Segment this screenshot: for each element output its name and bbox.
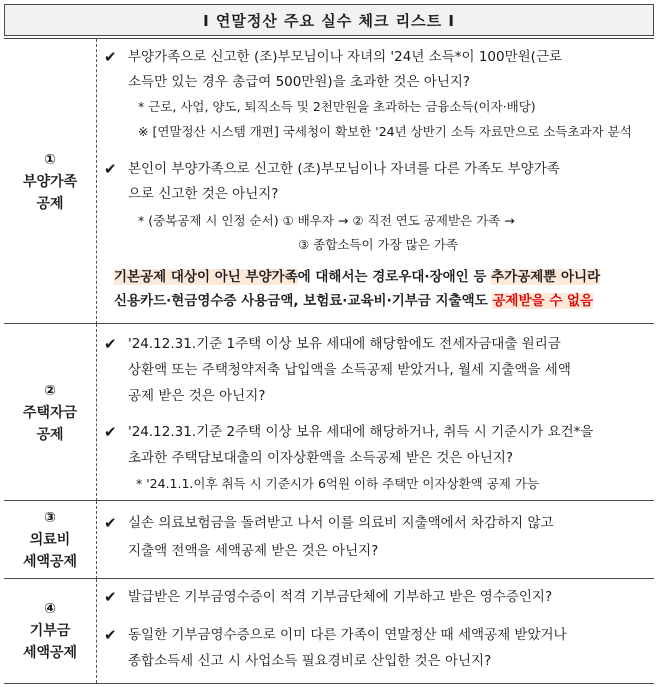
notice-emphasis: 추가공제뿐 아니라 [491,269,601,285]
section-dependent-deduction [4,38,654,324]
section-label [4,39,97,324]
notice-emphasis: 이 아닌 부양가족 [196,269,298,285]
section-label-line2: 공제 [36,195,64,212]
section-number: ③ [44,510,56,526]
checkmark-icon: ✔ [104,514,117,532]
document-title: Ⅰ 연말정산 주요 실수 체크 리스트 Ⅰ [4,4,654,36]
footnote: * '24.1.1.이후 취득 시 기준시가 6억원 이하 주택만 이자상환액 공제 가능 [136,476,539,491]
checkmark-icon: ✔ [104,626,117,644]
footnote: ③ 종합소득이 가장 많은 가족 [298,237,458,252]
check-item-text: 초과한 주택담보대출의 이자상환액을 소득공제 받은 것은 아닌지? [128,450,514,466]
check-item-text: 부양가족으로 신고한 (조)부모님이나 자녀의 '24년 소득*이 100만원(근로 [128,49,563,65]
check-item-text: 으로 신고한 것은 아닌지? [128,186,279,202]
check-item-text: 본인이 부양가족으로 신고한 (조)부모님이나 자녀를 다른 가족도 부양가족 [128,161,560,177]
section-label-line1: 부양가족 [22,173,78,190]
notice-text: 신용카드·현금영수증 사용금액, 보험료·교육비·기부금 지출액도 [114,293,493,309]
notice-warning: 공제받을 수 없음 [492,293,594,309]
check-item-text: 발급받은 기부금영수증이 적격 기부금단체에 기부하고 받은 영수증인지? [128,589,553,605]
checkmark-icon: ✔ [104,588,117,606]
check-item-text: '24.12.31.기준 2주택 이상 보유 세대에 해당하거나, 취득 시 기준시가 요건*을 [128,424,594,440]
notice-line [114,267,600,287]
section-label-line1: 주택자금 [22,404,78,421]
section-label-line1: 기부금 [29,623,71,639]
footnote: * (중복공제 시 인정 순서) ① 배우자 → ② 직전 연도 공제받은 가족 → [138,213,515,228]
check-item-text: 소득만 있는 경우 총급여 500만원)을 초과한 것은 아닌지? [128,74,471,90]
section-number: ② [44,382,56,399]
section-label-line2: 공제 [36,426,64,443]
checkmark-icon: ✔ [104,423,117,441]
section-donation-credit [4,578,654,684]
check-item-text: 공제 받은 것은 아닌지? [128,388,266,404]
notice-emphasis: 기본공제 대상 [114,269,197,285]
checkmark-icon: ✔ [104,48,117,66]
checkmark-icon: ✔ [104,160,117,178]
section-label [4,324,97,501]
notice-text: 에 대해서는 경로우대·장애인 등 [297,269,492,285]
section-content [96,579,654,683]
check-item-text: 실손 의료보험금을 돌려받고 나서 이를 의료비 지출액에서 차감하지 않고 [128,515,554,531]
section-housing-deduction [4,323,654,501]
section-content [96,324,654,501]
checkmark-icon: ✔ [104,335,117,353]
section-content [96,39,654,324]
section-number: ① [44,151,56,168]
footnote: ※ [연말정산 시스템 개편] 국세청이 확보한 '24년 상반기 소득 자료만으로 소득초과자 분석 [138,124,632,139]
check-item-text: 동일한 기부금영수증으로 이미 다른 가족이 연말정산 때 세액공제 받았거나 [128,627,567,643]
section-label-line2: 세액공제 [22,645,78,661]
section-content [96,501,654,579]
check-item-text: 지출액 전액을 세액공제 받은 것은 아닌지? [128,543,379,559]
footnote: * 근로, 사업, 양도, 퇴직소득 및 2천만원을 초과하는 금융소득(이자·배당) [138,99,536,114]
notice-line [114,291,593,311]
check-item-text: '24.12.31.기준 1주택 이상 보유 세대에 해당함에도 전세자금대출 원리금 [128,336,561,352]
section-medical-credit [4,500,654,579]
section-label [4,501,97,579]
section-number: ④ [44,601,56,617]
check-item-text: 종합소득세 신고 시 사업소득 필요경비로 산입한 것은 아닌지? [128,653,492,669]
section-label [4,579,97,683]
section-label-line1: 의료비 [29,532,71,548]
section-label-line2: 세액공제 [22,554,78,570]
check-item-text: 상환액 또는 주택청약저축 납입액을 소득공제 받았거나, 월세 지출액을 세액 [128,362,571,378]
